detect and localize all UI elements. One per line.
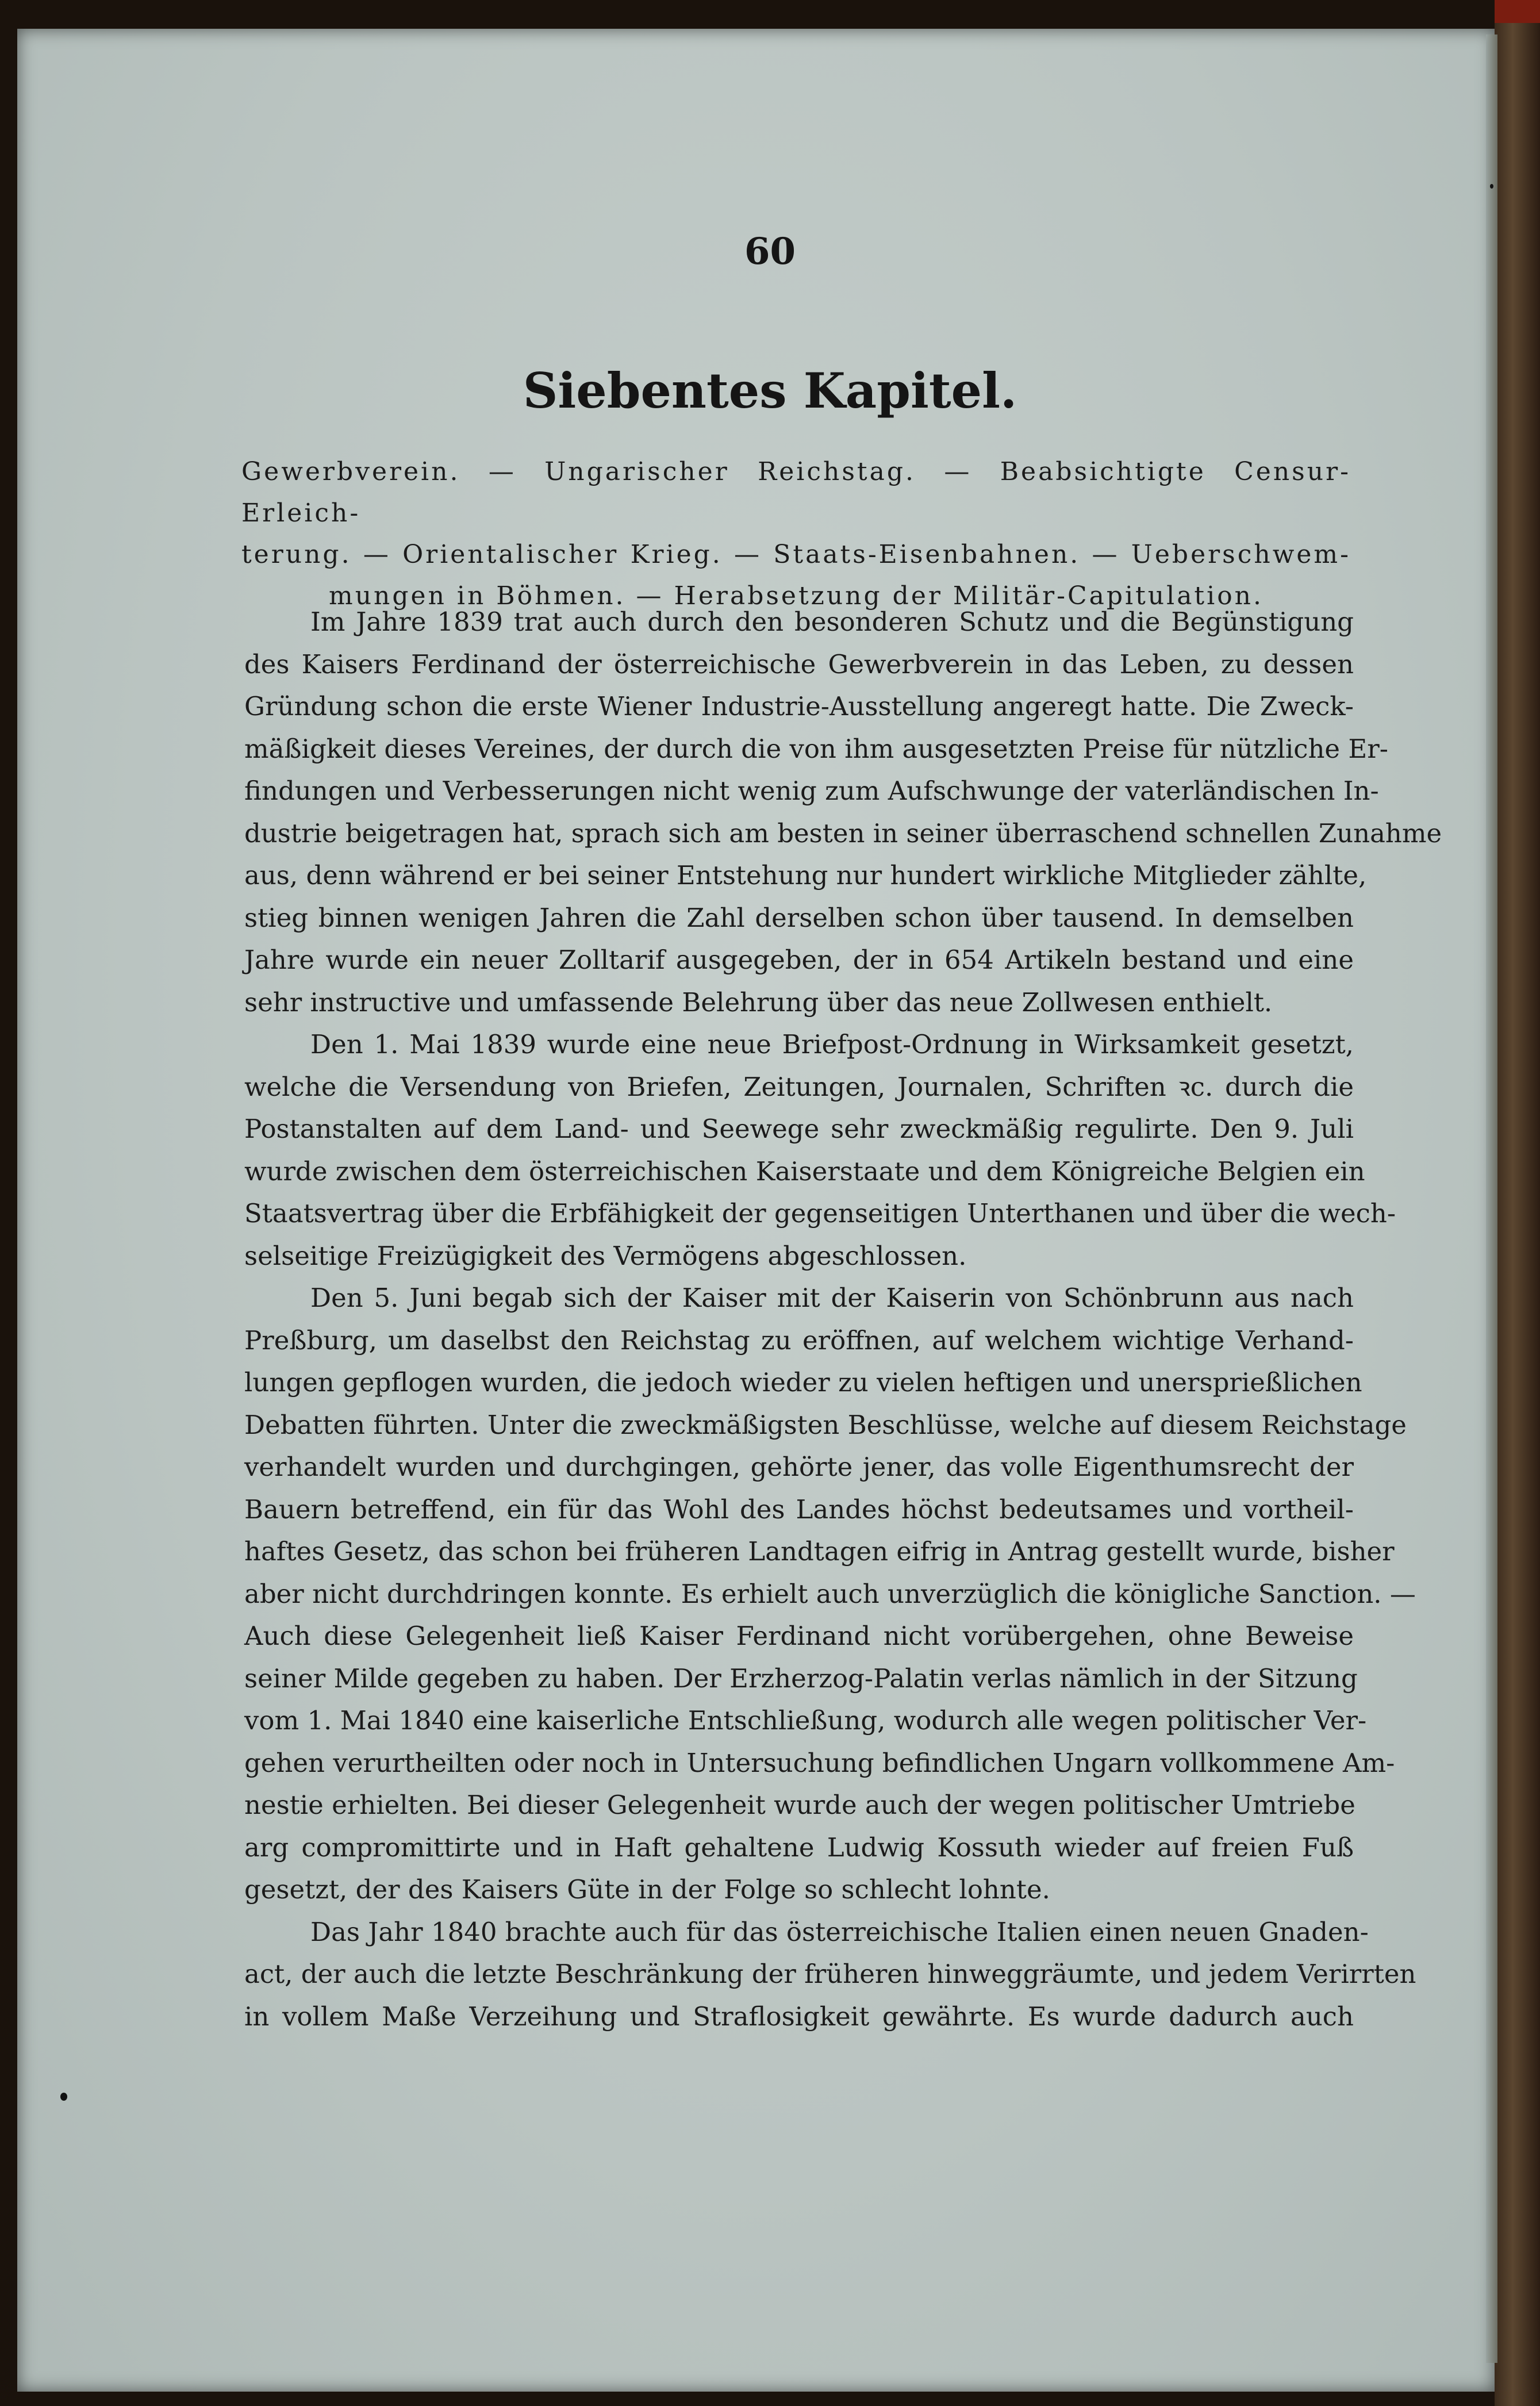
summary-line: terung. — Orientalischer Krieg. — Staats-Eisenbahnen. — Ueberschwem- [241, 540, 1351, 569]
text-line: welche die Versendung von Briefen, Zeitungen, Journalen, Schriften ꝛc. durch die [244, 1071, 1354, 1102]
text-line: selseitige Freizügigkeit des Vermögens abgeschlossen. [244, 1240, 967, 1271]
text-line: arg compromittirte und in Haft gehaltene Ludwig Kossuth wieder auf freien Fuß [244, 1832, 1354, 1863]
text-line: Preßburg, um daselbst den Reichstag zu eröffnen, auf welchem wichtige Verhand- [244, 1325, 1354, 1356]
summary-line: Gewerbverein. — Ungarischer Reichstag. — Beabsichtigte Censur-Erleich- [241, 457, 1351, 528]
text-line: gesetzt, der des Kaisers Güte in der Folge so schlecht lohnte. [244, 1874, 1050, 1905]
text-line: nestie erhielten. Bei dieser Gelegenheit wurde auch der wegen politischer Umtriebe [244, 1790, 1355, 1820]
text-line: Bauern betreffend, ein für das Wohl des Landes höchst bedeutsames und vortheil- [244, 1494, 1354, 1525]
body-text [244, 601, 1442, 2037]
text-line: seiner Milde gegeben zu haben. Der Erzherzog-Palatin verlas nämlich in der Sitzung [244, 1663, 1358, 1694]
text-line: Postanstalten auf dem Land- und Seewege sehr zweckmäßig regulirte. Den 9. Juli [244, 1114, 1354, 1144]
book-spine [1495, 0, 1540, 2406]
text-line: mäßigkeit dieses Vereines, der durch die von ihm ausgesetzten Preise für nützliche Er- [244, 733, 1388, 764]
text-line: Im Jahre 1839 trat auch durch den besonderen Schutz und die Begünstigung [310, 607, 1354, 637]
text-line: Jahre wurde ein neuer Zolltarif ausgegeben, der in 654 Artikeln bestand und eine [244, 945, 1354, 975]
text-line: haftes Gesetz, das schon bei früheren Landtagen eifrig in Antrag gestellt wurde, bisher [244, 1536, 1395, 1567]
text-line: Den 5. Juni begab sich der Kaiser mit der Kaiserin von Schönbrunn aus nach [310, 1283, 1354, 1313]
text-line: gehen verurtheilten oder noch in Untersuchung befindlichen Ungarn vollkommene Am- [244, 1747, 1395, 1778]
text-line: Den 1. Mai 1839 wurde eine neue Briefpost-Ordnung in Wirksamkeit gesetzt, [310, 1029, 1354, 1060]
text-line: Staatsvertrag über die Erbfähigkeit der gegenseitigen Unterthanen und über die wech- [244, 1198, 1396, 1229]
text-line: act, der auch die letzte Beschränkung der früheren hinweggräumte, und jedem Verirrten [244, 1959, 1416, 1989]
text-line: dustrie beigetragen hat, sprach sich am besten in seiner überraschend schnellen Zunahme [244, 818, 1442, 849]
text-line: des Kaisers Ferdinand der österreichische Gewerbverein in das Leben, zu dessen [244, 648, 1354, 680]
text-line: verhandelt wurden und durchgingen, gehörte jener, das volle Eigenthumsrecht der [244, 1452, 1354, 1482]
text-line: lungen gepflogen wurden, die jedoch wieder zu vielen heftigen und unersprießlichen [244, 1367, 1362, 1398]
text-line: stieg binnen wenigen Jahren die Zahl derselben schon über tausend. In demselben [244, 902, 1354, 933]
text-line: sehr instructive und umfassende Belehrung über das neue Zollwesen enthielt. [244, 987, 1273, 1018]
chapter-title: Siebentes Kapitel. [523, 362, 1017, 419]
text-line: Debatten führten. Unter die zweckmäßigsten Beschlüsse, welche auf diesem Reichstage [244, 1409, 1407, 1440]
text-line: Auch diese Gelegenheit ließ Kaiser Ferdinand nicht vorübergehen, ohne Beweise [244, 1621, 1354, 1651]
text-line: wurde zwischen dem österreichischen Kaiserstaate und dem Königreiche Belgien ein [244, 1156, 1365, 1187]
text-line: Das Jahr 1840 brachte auch für das österreichische Italien einen neuen Gnaden- [310, 1916, 1369, 1947]
ink-speck [1490, 184, 1493, 189]
page-number: 60 [744, 230, 796, 273]
text-line: findungen und Verbesserungen nicht wenig zum Aufschwunge der vaterländischen In- [244, 776, 1379, 806]
text-line: vom 1. Mai 1840 eine kaiserliche Entschließung, wodurch alle wegen politischer Ver- [244, 1705, 1367, 1736]
text-line: aus, denn während er bei seiner Entstehung nur hundert wirkliche Mitglieder zählte, [244, 860, 1367, 891]
chapter-summary [241, 451, 1351, 617]
ink-speck [60, 2093, 67, 2101]
summary-line: mungen in Böhmen. — Herabsetzung der Militär-Capitulation. [328, 581, 1264, 611]
text-line: in vollem Maße Verzeihung und Straflosigkeit gewährte. Es wurde dadurch auch [244, 2001, 1354, 2032]
red-bookmark-edge [1495, 0, 1540, 23]
text-line: Gründung schon die erste Wiener Industrie-Ausstellung angeregt hatte. Die Zweck- [244, 691, 1354, 722]
text-line: aber nicht durchdringen konnte. Es erhielt auch unverzüglich die königliche Sanction. — [244, 1578, 1416, 1609]
